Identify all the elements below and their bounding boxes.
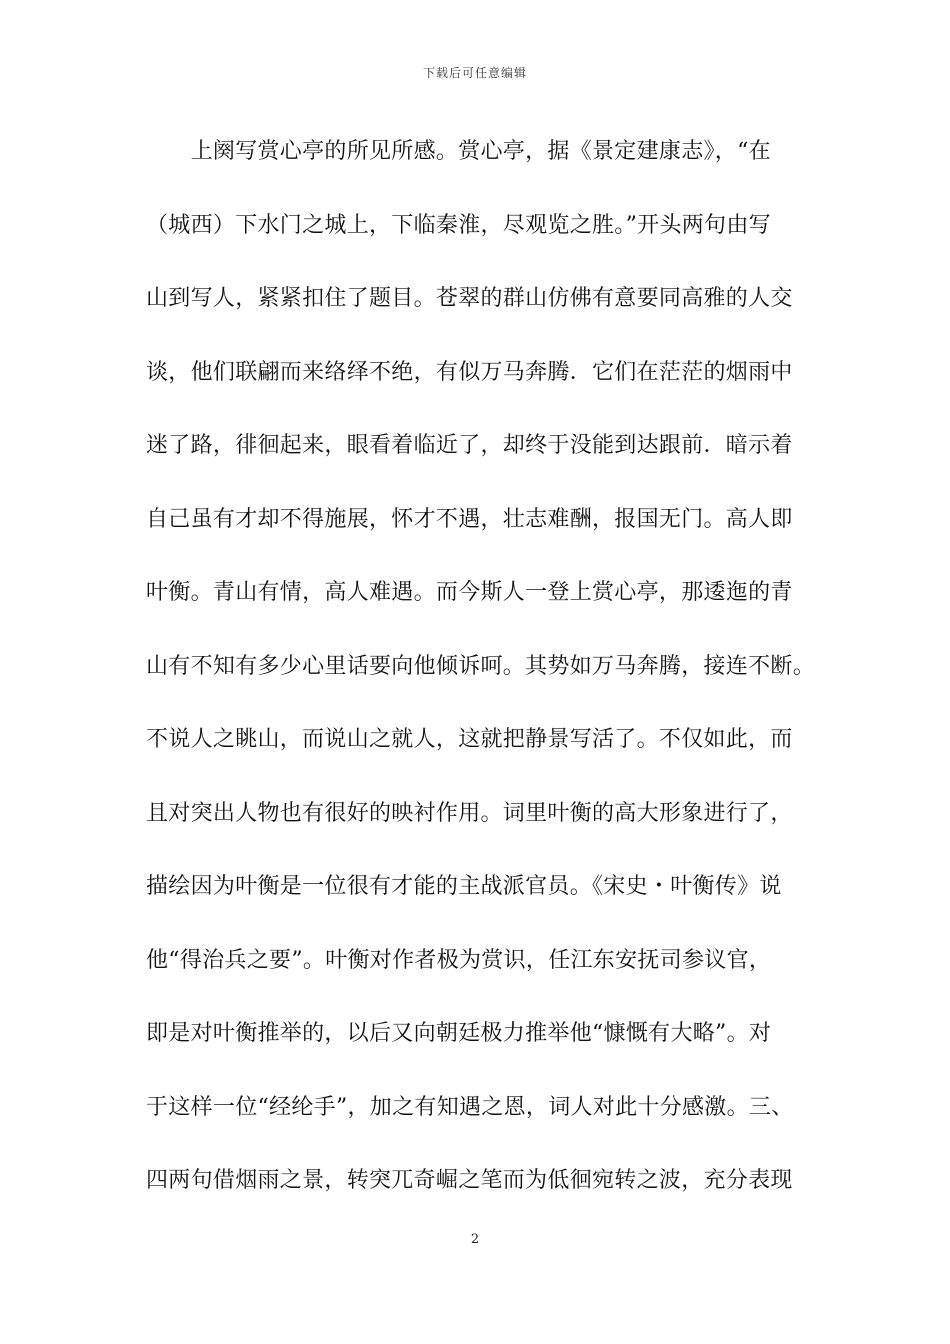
text-line: 描绘因为叶衡是一位很有才能的主战派官员。《宋史・叶衡传》说 (146, 874, 782, 899)
body-text (146, 132, 816, 1235)
text-line: （城西）下水门之城上，下临秦淮，尽观览之胜。”开头两句由写 (146, 212, 771, 238)
text-line: 于这样一位“经纶手”，加之有知遇之恩，词人对此十分感激。三、 (146, 1094, 794, 1120)
text-line: 上阕写赏心亭的所见所感。赏心亭，据《景定建康志》，“在 (146, 139, 771, 164)
text-line: 谈，他们联翩而来络绎不绝，有似万马奔腾．它们在茫茫的烟雨中 (146, 359, 793, 385)
text-line: 不说人之眺山，而说山之就人，这就把静景写活了。不仅如此，而 (146, 727, 793, 752)
text-line: 他“得治兵之要”。叶衡对作者极为赏识，任江东安抚司参议官， (146, 947, 772, 973)
text-line: 山到写人，紧紧扣住了题目。苍翠的群山仿佛有意要同高雅的人交 (146, 286, 793, 311)
text-line: 即是对叶衡推举的，以后又向朝廷极力推举他“慷慨有大略”。对 (146, 1021, 772, 1046)
text-line: 自己虽有才却不得施展，怀才不遇，壮志难酬，报国无门。高人即 (146, 506, 793, 532)
page-number: 2 (470, 1232, 480, 1247)
text-line: 迷了路，徘徊起来，眼看着临近了，却终于没能到达跟前．暗示着 (146, 433, 793, 458)
text-line: 叶衡。青山有情，高人难遇。而今斯人一登上赏心亭，那逶迤的青 (146, 580, 793, 605)
text-line: 且对突出人物也有很好的映衬作用。词里叶衡的高大形象进行了， (146, 800, 793, 826)
text-line: 四两句借烟雨之景，转突兀奇崛之笔而为低徊宛转之波，充分表现 (146, 1168, 793, 1193)
text-line: 山有不知有多少心里话要向他倾诉呵。其势如万马奔腾，接连不断。 (146, 653, 816, 679)
page-header: 下载后可任意编辑 (422, 66, 527, 80)
